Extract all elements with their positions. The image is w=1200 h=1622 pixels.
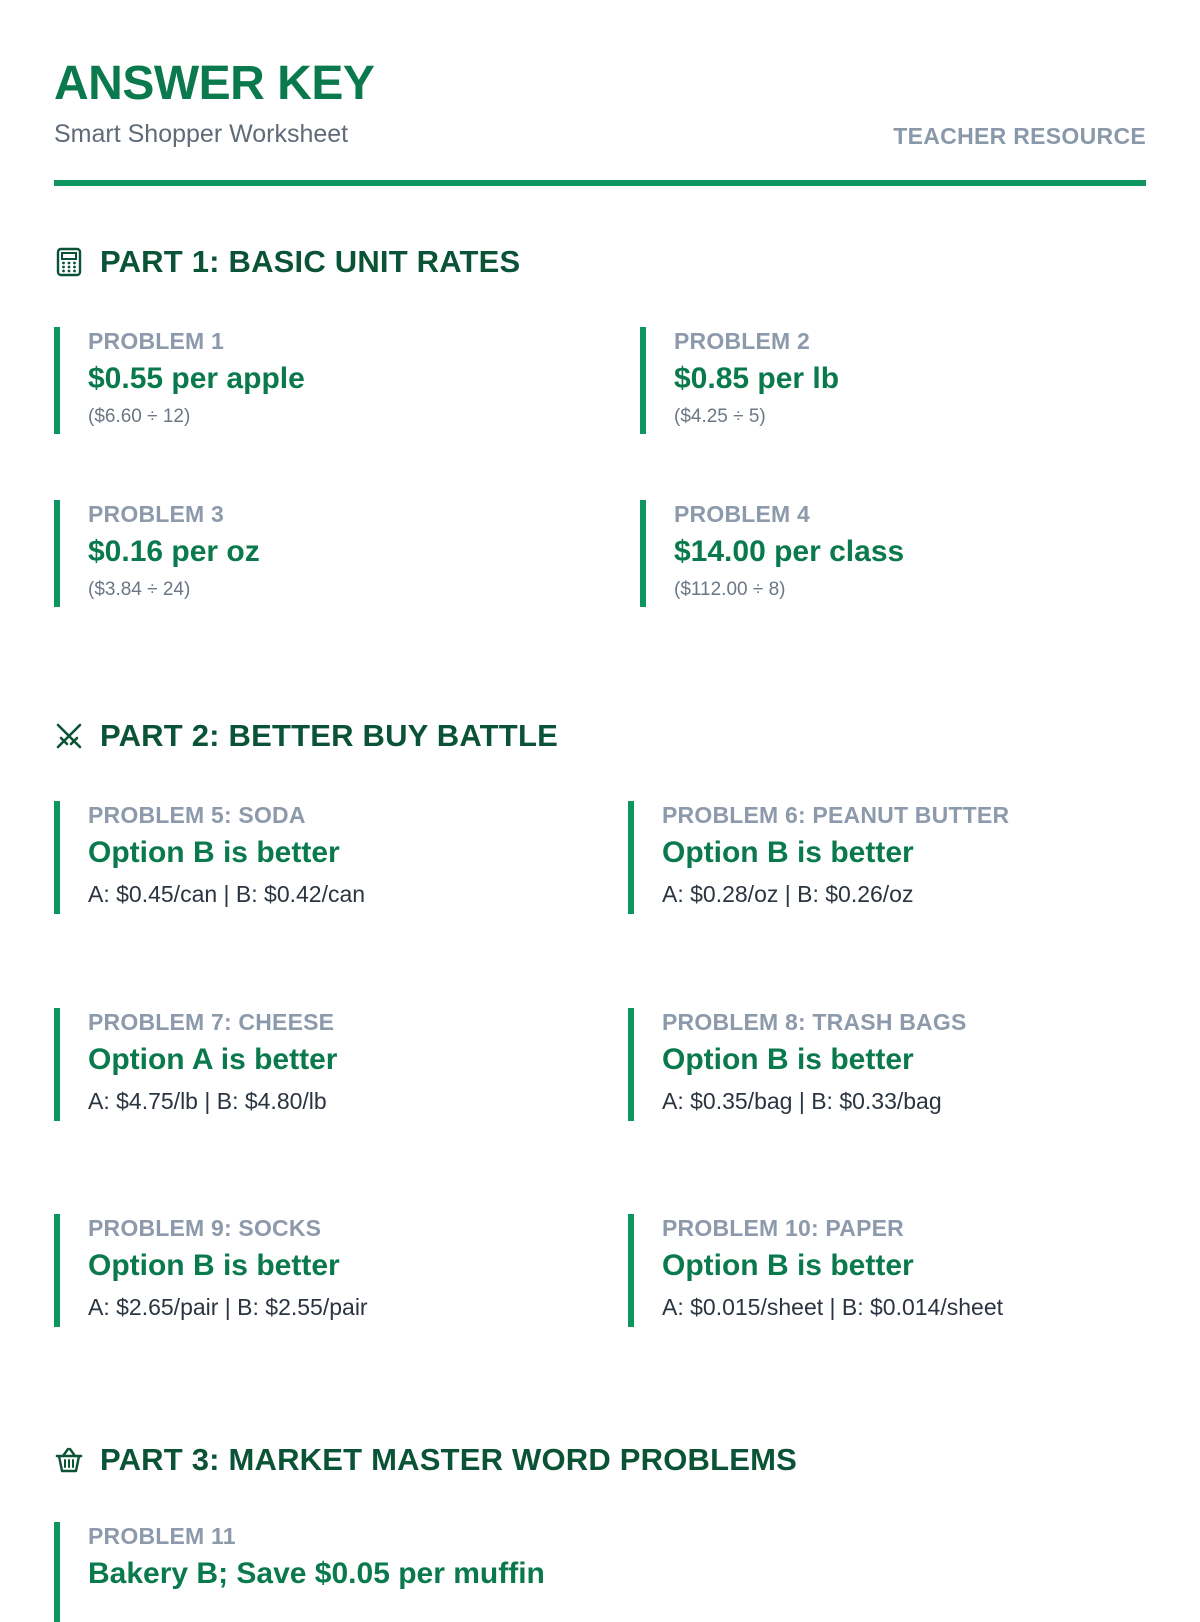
problem-work: ($6.60 ÷ 12): [88, 406, 191, 427]
problem-answer: Option B is better: [88, 836, 340, 869]
problem-card-3: [54, 500, 614, 607]
answer-key-page: [54, 0, 1146, 1590]
price-comparison: A: $0.35/bag | B: $0.33/bag: [662, 1088, 942, 1114]
problem-label: PROBLEM 10: PAPER: [662, 1215, 904, 1241]
problem-answer: $0.85 per lb: [674, 362, 840, 395]
page-title: ANSWER KEY: [54, 57, 375, 110]
problem-answer: Option B is better: [662, 1249, 914, 1282]
problem-card-8: [628, 1008, 1140, 1121]
problem-label: PROBLEM 5: SODA: [88, 802, 306, 828]
price-comparison: A: $0.28/oz | B: $0.26/oz: [662, 881, 914, 907]
problem-work: ($112.00 ÷ 8): [674, 579, 786, 600]
problem-label: PROBLEM 7: CHEESE: [88, 1009, 335, 1035]
problem-answer: $0.55 per apple: [88, 362, 305, 395]
page-subtitle: Smart Shopper Worksheet: [54, 120, 349, 148]
shopping-basket-icon: [54, 1445, 84, 1475]
problem-label: PROBLEM 2: [674, 328, 810, 354]
problem-label: PROBLEM 4: [674, 501, 810, 527]
problem-work: ($3.84 ÷ 24): [88, 579, 191, 600]
problem-label: PROBLEM 1: [88, 328, 224, 354]
teacher-resource-label: TEACHER RESOURCE: [893, 123, 1146, 149]
section-heading-part1: [54, 244, 520, 280]
crossed-swords-icon: [54, 721, 84, 751]
problem-label: PROBLEM 6: PEANUT BUTTER: [662, 802, 1010, 828]
problem-card-5: [54, 801, 614, 914]
section-title: PART 1: BASIC UNIT RATES: [100, 244, 521, 279]
price-comparison: A: $2.65/pair | B: $2.55/pair: [88, 1294, 368, 1320]
price-comparison: A: $0.45/can | B: $0.42/can: [88, 881, 366, 907]
problem-card-11: [54, 1522, 1054, 1622]
problem-answer: $14.00 per class: [674, 535, 905, 568]
calculator-icon: [54, 247, 84, 277]
problem-answer: $0.16 per oz: [88, 535, 260, 568]
problem-card-1: [54, 327, 614, 434]
problem-card-4: [640, 500, 1140, 607]
problem-card-10: [628, 1214, 1140, 1327]
problem-label: PROBLEM 9: SOCKS: [88, 1215, 322, 1241]
price-comparison: A: $0.015/sheet | B: $0.014/sheet: [662, 1294, 1004, 1320]
problem-card-6: [628, 801, 1140, 914]
section-heading-part3: [54, 1442, 797, 1478]
problem-answer: Option B is better: [88, 1249, 340, 1282]
problem-label: PROBLEM 8: TRASH BAGS: [662, 1009, 967, 1035]
problem-label: PROBLEM 11: [88, 1523, 236, 1549]
document-header: [54, 0, 1146, 190]
problem-answer: Bakery B; Save $0.05 per muffin: [88, 1557, 545, 1590]
problem-answer: Option A is better: [88, 1043, 338, 1076]
section-heading-part2: [54, 718, 558, 754]
problem-answer: Option B is better: [662, 836, 914, 869]
section-title: PART 3: MARKET MASTER WORD PROBLEMS: [100, 1442, 798, 1477]
problem-label: PROBLEM 3: [88, 501, 224, 527]
problem-card-2: [640, 327, 1140, 434]
problem-card-9: [54, 1214, 614, 1327]
problem-answer: Option B is better: [662, 1043, 914, 1076]
price-comparison: A: $4.75/lb | B: $4.80/lb: [88, 1088, 327, 1114]
section-title: PART 2: BETTER BUY BATTLE: [100, 718, 558, 753]
header-divider: [54, 180, 1146, 186]
problem-work: ($4.25 ÷ 5): [674, 406, 766, 427]
problem-card-7: [54, 1008, 614, 1121]
